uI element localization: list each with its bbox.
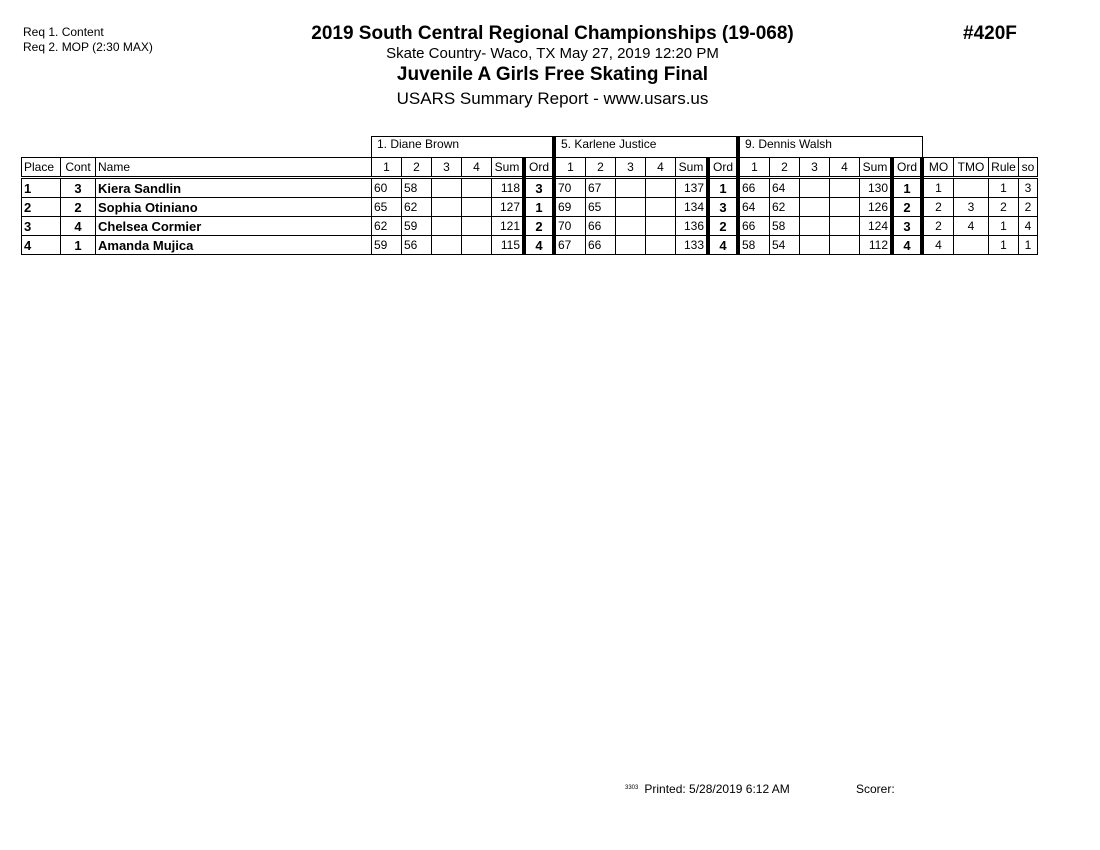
j3-score-4 xyxy=(830,236,860,255)
results-table xyxy=(21,136,1038,255)
j2-score-4 xyxy=(646,217,676,236)
j2-score-3 xyxy=(616,198,646,217)
contestant-number: 4 xyxy=(61,217,96,236)
j1-sum: 121 xyxy=(492,217,525,236)
j3-ordinal: 1 xyxy=(892,178,922,198)
col-j2-ord: Ord xyxy=(708,158,738,178)
j2-score-4 xyxy=(646,236,676,255)
total-majority-ordinal xyxy=(954,178,989,198)
col-j1-s3: 3 xyxy=(432,158,462,178)
skater-name: Amanda Mujica xyxy=(96,236,372,255)
skate-order: 1 xyxy=(1019,236,1038,255)
j3-score-2: 58 xyxy=(770,217,800,236)
j1-score-1: 59 xyxy=(372,236,402,255)
j1-score-1: 62 xyxy=(372,217,402,236)
total-majority-ordinal xyxy=(954,236,989,255)
report-code: 3303 xyxy=(625,785,639,791)
j1-score-3 xyxy=(432,217,462,236)
j3-sum: 126 xyxy=(860,198,893,217)
judge-1-name: 1. Diane Brown xyxy=(372,137,555,158)
col-j2-s3: 3 xyxy=(616,158,646,178)
j3-score-1: 66 xyxy=(738,217,770,236)
j1-score-4 xyxy=(462,236,492,255)
j2-sum: 136 xyxy=(676,217,709,236)
skater-name: Sophia Otiniano xyxy=(96,198,372,217)
report-title: USARS Summary Report - www.usars.us xyxy=(396,89,709,108)
col-j2-s1: 1 xyxy=(554,158,586,178)
j1-score-2: 59 xyxy=(402,217,432,236)
majority-ordinal: 4 xyxy=(922,236,954,255)
j1-score-4 xyxy=(462,178,492,198)
j1-score-3 xyxy=(432,236,462,255)
j2-score-4 xyxy=(646,178,676,198)
skate-order: 3 xyxy=(1019,178,1038,198)
j3-score-4 xyxy=(830,198,860,217)
col-j2-s4: 4 xyxy=(646,158,676,178)
j3-score-1: 64 xyxy=(738,198,770,217)
j3-score-2: 62 xyxy=(770,198,800,217)
j3-sum: 130 xyxy=(860,178,893,198)
j2-score-4 xyxy=(646,198,676,217)
col-j2-sum: Sum xyxy=(676,158,709,178)
requirement-2: Req 2. MOP (2:30 MAX) xyxy=(23,40,153,54)
j2-score-1: 70 xyxy=(554,178,586,198)
place: 3 xyxy=(22,217,61,236)
skate-order: 2 xyxy=(1019,198,1038,217)
j1-score-2: 58 xyxy=(402,178,432,198)
col-j1-s4: 4 xyxy=(462,158,492,178)
j3-score-1: 58 xyxy=(738,236,770,255)
skate-order: 4 xyxy=(1019,217,1038,236)
j3-ordinal: 2 xyxy=(892,198,922,217)
j3-score-2: 64 xyxy=(770,178,800,198)
j1-score-2: 62 xyxy=(402,198,432,217)
printed-timestamp: Printed: 5/28/2019 6:12 AM xyxy=(644,782,790,796)
total-majority-ordinal: 3 xyxy=(954,198,989,217)
rule: 1 xyxy=(989,236,1019,255)
col-j1-ord: Ord xyxy=(524,158,554,178)
scorer-label: Scorer: xyxy=(856,782,895,796)
j1-ordinal: 4 xyxy=(524,236,554,255)
j2-sum: 133 xyxy=(676,236,709,255)
column-header-row xyxy=(22,158,1038,178)
j2-score-3 xyxy=(616,217,646,236)
col-j1-s2: 2 xyxy=(402,158,432,178)
j1-score-3 xyxy=(432,178,462,198)
j1-score-4 xyxy=(462,198,492,217)
j1-sum: 115 xyxy=(492,236,525,255)
j3-score-2: 54 xyxy=(770,236,800,255)
j1-score-2: 56 xyxy=(402,236,432,255)
col-j3-s4: 4 xyxy=(830,158,860,178)
col-j3-ord: Ord xyxy=(892,158,922,178)
j3-ordinal: 3 xyxy=(892,217,922,236)
j2-ordinal: 4 xyxy=(708,236,738,255)
table-row xyxy=(22,178,1038,198)
j3-ordinal: 4 xyxy=(892,236,922,255)
rule: 2 xyxy=(989,198,1019,217)
table-row xyxy=(22,198,1038,217)
j2-score-2: 67 xyxy=(586,178,616,198)
j2-sum: 134 xyxy=(676,198,709,217)
j2-score-2: 66 xyxy=(586,236,616,255)
j1-score-1: 60 xyxy=(372,178,402,198)
venue-line: Skate Country- Waco, TX May 27, 2019 12:20 PM xyxy=(386,45,719,62)
col-mo: MO xyxy=(922,158,954,178)
majority-ordinal: 1 xyxy=(922,178,954,198)
j2-ordinal: 1 xyxy=(708,178,738,198)
judge-2-name: 5. Karlene Justice xyxy=(554,137,738,158)
place: 2 xyxy=(22,198,61,217)
rule: 1 xyxy=(989,217,1019,236)
print-info xyxy=(625,782,790,796)
col-so: so xyxy=(1019,158,1038,178)
j2-sum: 137 xyxy=(676,178,709,198)
j1-ordinal: 3 xyxy=(524,178,554,198)
place: 4 xyxy=(22,236,61,255)
j1-score-1: 65 xyxy=(372,198,402,217)
col-cont: Cont xyxy=(61,158,96,178)
col-j3-s1: 1 xyxy=(738,158,770,178)
col-place: Place xyxy=(22,158,61,178)
j3-sum: 112 xyxy=(860,236,893,255)
col-j3-s3: 3 xyxy=(800,158,830,178)
contestant-number: 2 xyxy=(61,198,96,217)
contestant-number: 1 xyxy=(61,236,96,255)
majority-ordinal: 2 xyxy=(922,217,954,236)
contestant-number: 3 xyxy=(61,178,96,198)
j2-score-1: 69 xyxy=(554,198,586,217)
j3-score-3 xyxy=(800,198,830,217)
col-j2-s2: 2 xyxy=(586,158,616,178)
j2-score-3 xyxy=(616,178,646,198)
j2-score-1: 67 xyxy=(554,236,586,255)
judge-header-row xyxy=(22,137,1038,158)
col-j1-sum: Sum xyxy=(492,158,525,178)
j3-score-3 xyxy=(800,236,830,255)
j2-ordinal: 2 xyxy=(708,217,738,236)
rule: 1 xyxy=(989,178,1019,198)
j3-score-3 xyxy=(800,178,830,198)
event-number: #420F xyxy=(963,23,1017,44)
j3-score-1: 66 xyxy=(738,178,770,198)
j1-score-4 xyxy=(462,217,492,236)
col-rule: Rule xyxy=(989,158,1019,178)
report-header xyxy=(300,23,805,111)
place: 1 xyxy=(22,178,61,198)
j2-score-2: 65 xyxy=(586,198,616,217)
table-row xyxy=(22,236,1038,255)
table-row xyxy=(22,217,1038,236)
event-title: Juvenile A Girls Free Skating Final xyxy=(396,64,709,85)
j1-ordinal: 1 xyxy=(524,198,554,217)
col-j3-s2: 2 xyxy=(770,158,800,178)
j1-sum: 127 xyxy=(492,198,525,217)
j3-score-3 xyxy=(800,217,830,236)
col-tmo: TMO xyxy=(954,158,989,178)
total-majority-ordinal: 4 xyxy=(954,217,989,236)
j1-score-3 xyxy=(432,198,462,217)
j3-score-4 xyxy=(830,217,860,236)
col-j3-sum: Sum xyxy=(860,158,893,178)
j1-sum: 118 xyxy=(492,178,525,198)
competition-title: 2019 South Central Regional Championships (19-068) xyxy=(311,23,794,44)
col-j1-s1: 1 xyxy=(372,158,402,178)
majority-ordinal: 2 xyxy=(922,198,954,217)
j2-score-3 xyxy=(616,236,646,255)
requirements-list xyxy=(23,25,153,55)
skater-name: Chelsea Cormier xyxy=(96,217,372,236)
j3-sum: 124 xyxy=(860,217,893,236)
j2-score-1: 70 xyxy=(554,217,586,236)
j2-score-2: 66 xyxy=(586,217,616,236)
j3-score-4 xyxy=(830,178,860,198)
skater-name: Kiera Sandlin xyxy=(96,178,372,198)
j2-ordinal: 3 xyxy=(708,198,738,217)
requirement-1: Req 1. Content xyxy=(23,25,104,39)
col-name: Name xyxy=(96,158,372,178)
j1-ordinal: 2 xyxy=(524,217,554,236)
judge-3-name: 9. Dennis Walsh xyxy=(738,137,922,158)
